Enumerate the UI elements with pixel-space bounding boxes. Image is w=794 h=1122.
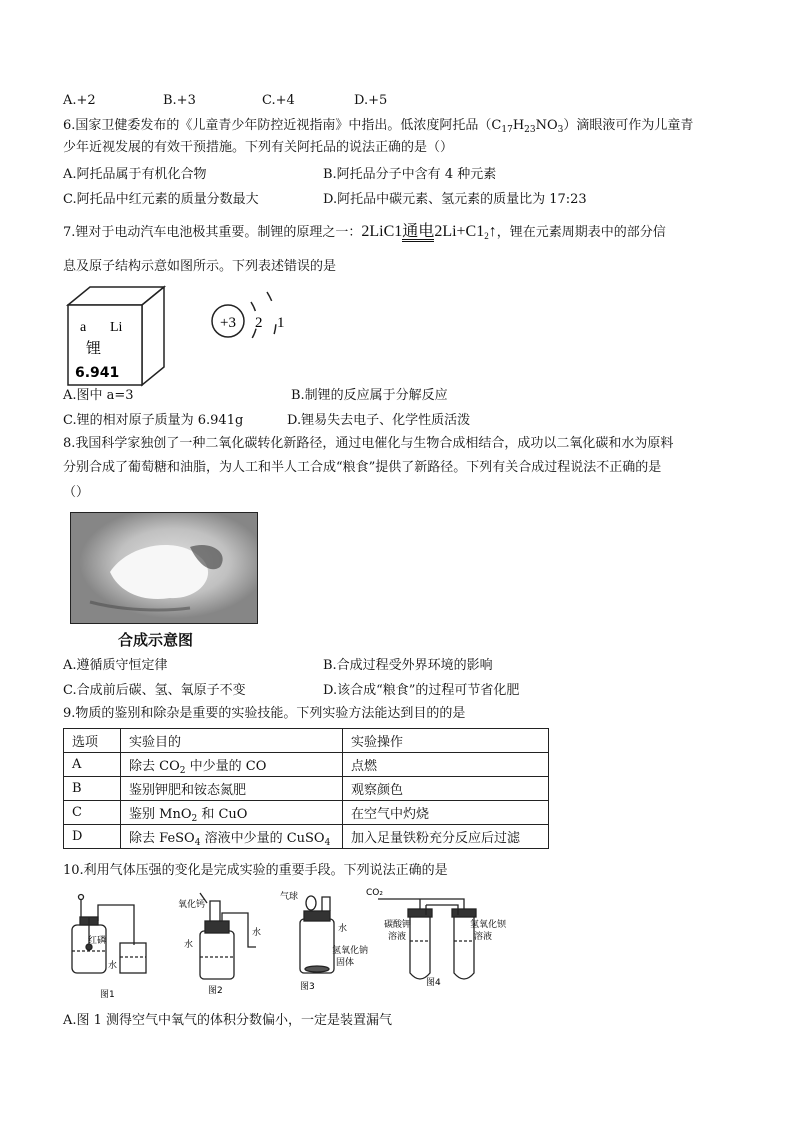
row-operation: 观察颜色 [343,777,549,801]
fig1-caption: 图1 [100,990,115,1000]
fig4-k2co3-label-a: 碳酸钾 [384,920,412,930]
fig4-baoh2-label-a: 氢氧化钡 [470,920,507,930]
row-option: B [64,777,121,801]
header-goal: 实验目的 [121,729,343,753]
q5-option-d: D.+5 [354,93,388,108]
table-header-row [64,729,549,753]
row-goal: 鉴别 MnO$_2$ 和 CuO [121,801,343,825]
fig4-caption: 图4 [426,978,441,988]
atom-shell1-count: 2 [255,315,263,331]
q6-stem-line2: 少年近视发展的有效干预措施。下列有关阿托品的说法正确的是（） [63,140,454,155]
q8-stem-line2: 分别合成了葡萄糖和油脂，为人工和半人工合成“粮食”提供了新路径。下列有关合成过程说法不正确的是 [63,460,662,475]
table-row [64,801,549,825]
q6-option-c: C.阿托品中红元素的质量分数最大 [63,192,259,207]
lithium-atom-diagram [205,290,295,360]
q6-option-b: B.阿托品分子中含有 4 种元素 [323,167,497,182]
row-operation: 加入足量铁粉充分反应后过滤 [343,825,549,849]
q6-option-a: A.阿托品属于有机化合物 [63,167,207,182]
row-goal: 除去 $CO_2$ 中少量的 CO [121,753,343,777]
lithium-element-tile [60,283,170,389]
fig4-k2co3-label-b: 溶液 [388,932,407,942]
fig1-water-label: 水 [108,961,118,971]
tile-atomic-number: a [80,320,87,335]
q10-option-a: A.图 1 测得空气中氧气的体积分数偏小，一定是装置漏气 [63,1013,393,1028]
table-row [64,825,549,849]
q8-stem-line1: 8.我国科学家独创了一种二氧化碳转化新路径，通过电催化与生物合成相结合，成功以二氧化碳和水为原料 [63,436,674,451]
tile-name: 锂 [86,339,102,357]
atom-nucleus: +3 [220,315,236,331]
fig4-co2-label: CO₂ [366,888,383,898]
row-operation: 点燃 [343,753,549,777]
figure-3 [300,896,334,973]
row-goal: 除去 FeSO$_4$ 溶液中少量的 CuSO$_4$ [121,825,343,849]
q10-stem: 10.利用气体压强的变化是完成实验的重要手段。下列说法正确的是 [63,863,448,878]
synthesis-caption: 合成示意图 [118,631,194,649]
q7-option-b: B.制锂的反应属于分解反应 [291,388,448,403]
fig2-cao-label: 氧化钙 [178,900,206,910]
row-option: A [64,753,121,777]
q10-apparatus-figures [60,885,510,1007]
row-option: D [64,825,121,849]
q6-stem-line1: 6.国家卫健委发布的《儿童青少年防控近视指南》中指出。低浓度阿托品$(C_{17}H_{23}NO_3)$滴眼液可作为儿童青 [63,118,694,135]
fig3-caption: 图3 [300,982,315,992]
tile-mass: 6.941 [75,365,120,381]
q9-table [63,728,549,849]
fig3-naoh-label-a: 氢氧化钠 [332,946,369,956]
q9-stem: 9.物质的鉴别和除杂是重要的实验技能。下列实验方法能达到目的的是 [63,706,466,721]
q7-stem-line1: 7.锂对于电动汽车电池极其重要。制锂的原理之一：2LiC1通电$2Li+C1_2↑$，锂在元素周期表中的部分信 [63,223,666,241]
fig2-caption: 图2 [208,986,223,996]
fig1-phosphorus-label: 红磷 [88,936,107,946]
q7-option-c: C.锂的相对原子质量为 6.941g [63,413,244,428]
row-operation: 在空气中灼烧 [343,801,549,825]
header-operation: 实验操作 [343,729,549,753]
q8-option-d: D.该合成“粮食”的过程可节省化肥 [323,683,520,698]
q8-option-a: A.遵循质守恒定律 [63,658,168,673]
fig2-water-label-a: 水 [184,940,194,950]
q7-stem-line2: 息及原子结构示意如图所示。下列表述错误的是 [63,259,337,274]
q6-option-d: D.阿托品中碳元素、氢元素的质量比为 17:23 [323,192,587,207]
fig3-naoh-label-b: 固体 [336,958,355,968]
tile-symbol: Li [110,320,123,335]
q8-option-c: C.合成前后碳、氢、氧原子不变 [63,683,246,698]
q7-equation: 2LiC1通电$2Li+C1_2↑$ [361,223,497,241]
q7-option-d: D.锂易失去电子、化学性质活泼 [287,413,471,428]
figure-2 [200,893,256,979]
fig3-balloon-label: 气球 [280,892,299,902]
row-option: C [64,801,121,825]
atom-shell2-count: 1 [277,315,285,331]
header-option: 选项 [64,729,121,753]
fig2-water-label-b: 水 [252,928,262,938]
q5-option-c: C.+4 [262,93,295,108]
synthesis-photo [70,512,258,624]
fig4-baoh2-label-b: 溶液 [474,932,493,942]
q5-option-a: A.+2 [63,93,96,108]
row-goal: 鉴别钾肥和铵态氮肥 [121,777,343,801]
fig3-water-label: 水 [338,924,348,934]
table-row [64,753,549,777]
q7-option-a: A.图中 a=3 [63,388,134,403]
q5-option-b: B.+3 [163,93,196,108]
q8-option-b: B.合成过程受外界环境的影响 [323,658,493,673]
q8-stem-line3: （） [63,485,90,500]
table-row [64,777,549,801]
